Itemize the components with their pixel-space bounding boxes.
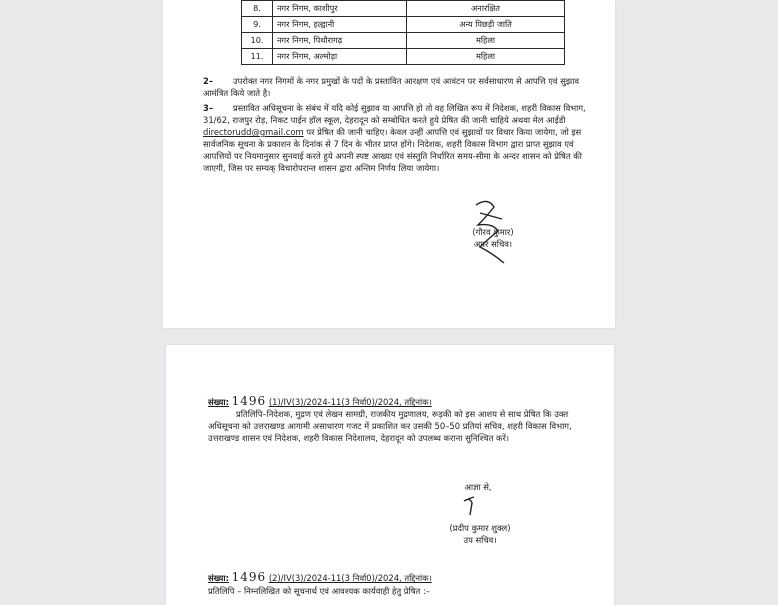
table-row xyxy=(242,33,565,49)
copy-to-paragraph: प्रतिलिपि–निदेशक, मुद्रण एवं लेखन सामग्री, राजकीय मुद्रणालय, रूड़की को इस आशय से साथ प्रेषित कि उक्त अधिसूचना को उत्तराखण्ड आगामी असाधारण गजट में प्रकाशित कर उसकी 50–50 प्रतियां सचिव, शहरी विकास विभाग, उत्तराखण्ड शासन एवं निदेशक, शहरी विकास निदेशालय, देहरादून को उपलब्ध कराना सुनिश्चित करें। xyxy=(208,409,572,443)
paragraph-3-number: 3– xyxy=(203,103,214,113)
copy-to-line-2: प्रतिलिपि – निम्नलिखित को सूचनार्थ एवं आवश्यक कार्यवाही हेतु प्रेषित :– xyxy=(208,586,430,596)
row-number-cell: 10. xyxy=(242,33,273,49)
reference-label-2: संख्या: xyxy=(208,573,229,583)
municipal-body-cell: नगर निगम, पिथौरागढ़ xyxy=(273,33,407,49)
municipal-body-cell: नगर निगम, अल्मोड़ा xyxy=(273,49,407,65)
signatory-title-1: अपर सचिव। xyxy=(473,239,513,249)
reservation-category-cell: महिला xyxy=(407,33,565,49)
row-number-cell: 9. xyxy=(242,17,273,33)
municipal-body-cell: नगर निगम, काशीपुर xyxy=(273,1,407,17)
reference-rest-2: (2)/IV(3)/2024-11(3 निर्वा0)/2024, तद्दिनांक। xyxy=(268,573,432,583)
reservation-table xyxy=(241,0,565,65)
reservation-category-cell: महिला xyxy=(407,49,565,65)
reference-handwritten-number-1: 1496 xyxy=(231,394,267,408)
email-link[interactable]: directorudd@gmail.com xyxy=(203,127,304,137)
paragraph-3-text-a: प्रस्तावित अधिसूचना के संबंध में यदि कोई सुझाव या आपत्ति हो तो वह लिखित रूप में निदेशक, शहरी विकास विभाग, 31/62, राजपुर रोड़, निकट पाईन हॉल स्कूल, देहरादून को सम्बोधित करते हुये प्रेषित की जानी चाहिये अथवा मेल आईडी xyxy=(203,103,586,125)
paragraph-3 xyxy=(203,102,601,174)
signatory-title-2: उप सचिव। xyxy=(463,535,497,545)
by-order-text: आज्ञा से, xyxy=(464,482,492,492)
paragraph-2-number: 2– xyxy=(203,76,214,86)
signatory-name-2: (प्रदीप कुमार शुक्ल) xyxy=(449,523,511,533)
table-row xyxy=(242,49,565,65)
signatory-block-2 xyxy=(420,522,540,546)
document-page-1 xyxy=(163,0,615,328)
reference-rest-1: (1)/IV(3)/2024-11(3 निर्वा0)/2024, तद्दिनांक। xyxy=(268,397,432,407)
signature-pradeep-kumar-shukla xyxy=(456,493,486,519)
paragraph-2 xyxy=(203,75,601,99)
row-number-cell: 11. xyxy=(242,49,273,65)
signatory-block-1 xyxy=(453,226,533,250)
reference-handwritten-number-2: 1496 xyxy=(231,570,267,584)
reference-number-1 xyxy=(208,395,432,408)
reference-number-2 xyxy=(208,571,432,584)
row-number-cell: 8. xyxy=(242,1,273,17)
reservation-category-cell: अनारक्षित xyxy=(407,1,565,17)
reference-label-1: संख्या: xyxy=(208,397,229,407)
signatory-name-1: (गौरव कुमार) xyxy=(472,227,514,237)
table-row xyxy=(242,17,565,33)
municipal-body-cell: नगर निगम, हल्द्वानी xyxy=(273,17,407,33)
reservation-category-cell: अन्य पिछड़ी जाति xyxy=(407,17,565,33)
table-row xyxy=(242,1,565,17)
document-page-2 xyxy=(166,345,614,605)
paragraph-2-text: उपरोक्त नगर निगमों के नगर प्रमुखों के पदों के प्रस्तावित आरक्षण एवं आवंटन पर सर्वसाधारण से आपत्ति एवं सुझाव आमंत्रित किये जाते है। xyxy=(203,76,580,98)
paragraph-3-text-b: पर प्रेषित की जानी चाहिए। केवल उन्हीं आपत्ति एवं सुझावों पर विचार किया जायेगा, जो इस सार्वजनिक सूचना के प्रकाशन के दिनांक से 7 दिन के भीतर प्राप्त होंगे। निदेशक, शहरी विकास विभाग द्वारा प्राप्त सुझाव एवं आपत्तियों पर नियमानुसार सुनवाई करते हुये अपनी स्पष्ट आख्या एवं संस्तुति निर्धारित समय-सीमा के अन्दर शासन को प्रेषित की जाएगी, जिस पर सम्यक् विचारोपरान्त शासन द्वारा अन्तिम निर्णय लिया जायेगा। xyxy=(203,127,582,173)
